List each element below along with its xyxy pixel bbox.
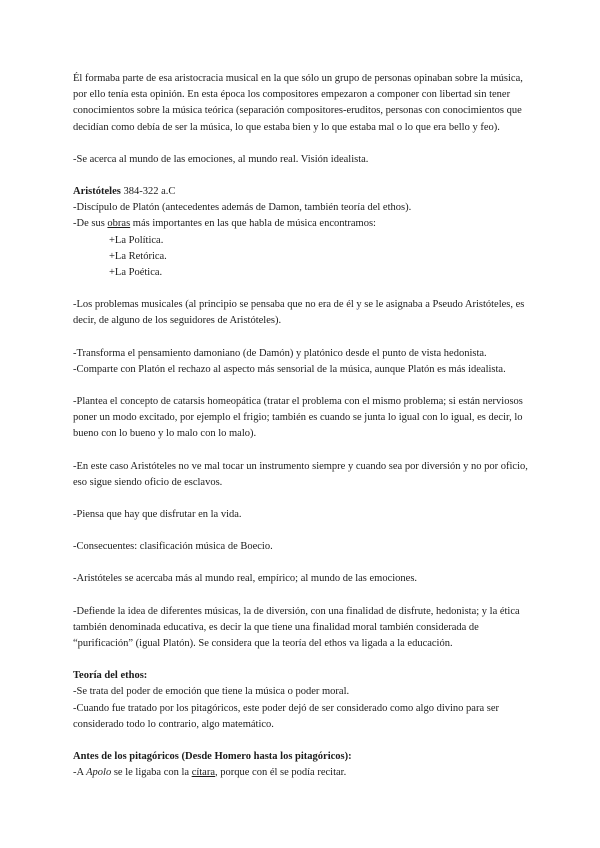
ethos-heading: Teoría del ethos: <box>73 670 148 682</box>
apolo-line: -A Apolo se le ligaba con la cítara, porque con él se podía recitar. <box>73 767 347 779</box>
paragraph-problemas: -Los problemas musicales (al principio se pensaba que no era de él y se le asignaba a Pseudo Aristóteles, es decir, de alguno de los seguidores de Aristóteles). <box>73 299 525 327</box>
paragraph-musicas: -Defiende la idea de diferentes músicas, la de diversión, con una finalidad de disfrute, hedonista; y la ética también denominada educativa, es decir la que tiene una finalidad moral también considerada de “purificación” (igual Platón). Se considera que la teoría del ethos va ligada a la educación. <box>73 605 520 650</box>
obras-line: -De sus obras más importantes en las que habla de música encontramos: <box>73 218 376 230</box>
aristoteles-dates: 384-322 a.C <box>120 186 176 198</box>
paragraph-instrumento: -En este caso Aristóteles no ve mal tocar un instrumento siempre y cuando sea por diversión y no por oficio, eso sigue siendo oficio de esclavos. <box>73 460 528 488</box>
discipulo-line: -Discípulo de Platón (antecedentes además de Damon, también teoría del ethos). <box>73 202 412 214</box>
ethos-line: -Cuando fue tratado por los pitagóricos, este poder dejó de ser considerado como algo divino para ser considerado todo lo contrario, algo matemático. <box>73 702 499 730</box>
obras-link[interactable]: obras <box>107 218 131 230</box>
apolo-term: Apolo <box>86 767 112 779</box>
work-item: +La Retórica. <box>109 250 167 262</box>
antes-heading: Antes de los pitagóricos (Desde Homero hasta los pitagóricos): <box>73 751 352 763</box>
paragraph-transforma: -Transforma el pensamiento damoniano (de Damón) y platónico desde el punto de vista hedonista. <box>73 347 487 359</box>
paragraph-emociones: -Se acerca al mundo de las emociones, al mundo real. Visión idealista. <box>73 153 369 165</box>
paragraph-consecuentes: -Consecuentes: clasificación música de Boecio. <box>73 541 273 553</box>
paragraph-mundo-real: -Aristóteles se acercaba más al mundo real, empírico; al mundo de las emociones. <box>73 573 418 585</box>
paragraph-disfrutar: -Piensa que hay que disfrutar en la vida. <box>73 509 242 521</box>
citara-link[interactable]: cítara <box>191 767 215 779</box>
ethos-line: -Se trata del poder de emoción que tiene la música o poder moral. <box>73 686 350 698</box>
paragraph-catarsis: -Plantea el concepto de catarsis homeopática (tratar el problema con el mismo problema; si están nerviosos poner un modo excitado, por ejemplo el frigio; también es cuando se junta lo igual con lo igual, es decir, lo bueno con lo bueno y lo malo con lo malo). <box>73 396 523 440</box>
work-item: +La Poética. <box>109 267 163 279</box>
paragraph-comparte: -Comparte con Platón el rechazo al aspecto más sensorial de la música, aunque Platón es más idealista. <box>73 363 506 375</box>
work-item: +La Política. <box>109 234 164 246</box>
aristoteles-name: Aristóteles <box>73 186 121 198</box>
aristoteles-heading <box>73 184 531 200</box>
paragraph-aristocracia: Él formaba parte de esa aristocracia musical en la que sólo un grupo de personas opinaban sobre la música, por ello tenía esta opinión. En esta época los compositores empezaron a componer con libertad sin tener conocimientos sobre la música teórica (separación compositores-eruditos, personas con conocimientos que decidían como debía de ser la música, lo que estaba bien y lo que estaba mal o lo que era bello y feo). <box>73 73 523 133</box>
document-body <box>73 71 531 782</box>
